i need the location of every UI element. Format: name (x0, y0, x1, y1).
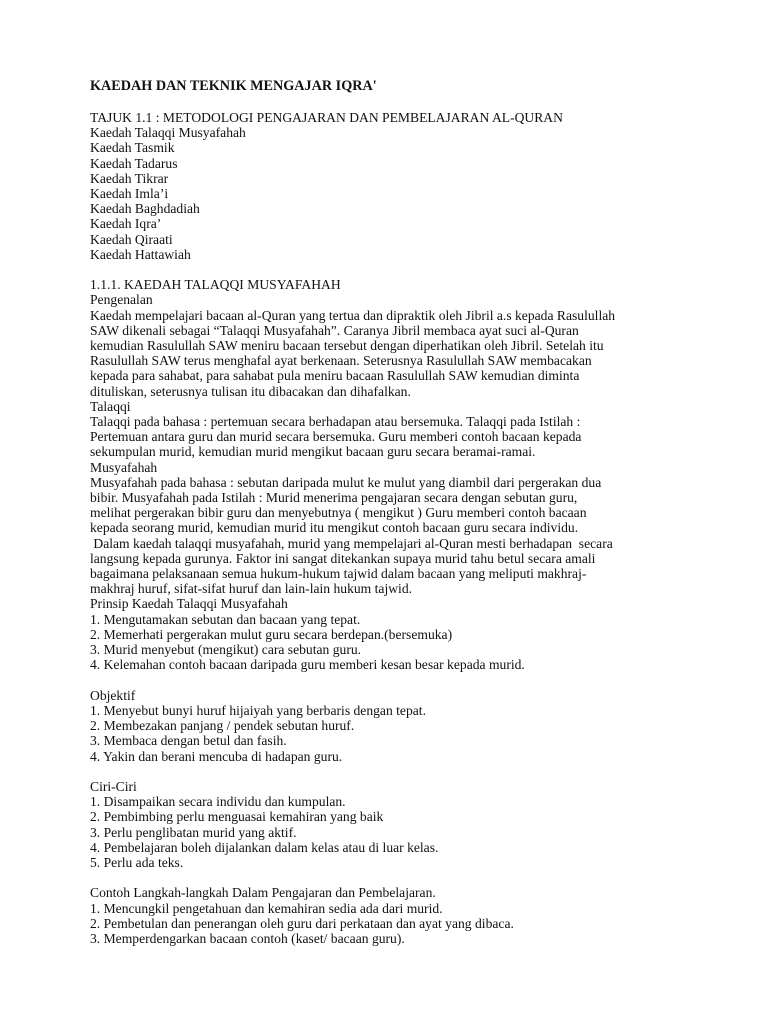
ciri-ciri-item: 2. Pembimbing perlu menguasai kemahiran yang baik (90, 809, 384, 825)
ciri-ciri-item: 5. Perlu ada teks. (90, 854, 184, 870)
objektif-item: 2. Membezakan panjang / pendek sebutan huruf. (90, 718, 355, 734)
kaedah-item: Kaedah Qiraati (90, 231, 173, 247)
musyafahah-line: makhraj huruf, sifat-sifat huruf dan lain-lain hukum tajwid. (90, 581, 413, 597)
kaedah-item: Kaedah Tadarus (90, 155, 178, 171)
spacer (90, 262, 710, 277)
talaqqi-line: Pertemuan antara guru dan murid secara bersemuka. Guru memberi contoh bacaan kepada (90, 429, 582, 445)
contoh-item: 1. Mencungkil pengetahuan dan kemahiran sedia ada dari murid. (90, 900, 443, 916)
objektif-item: 4. Yakin dan berani mencuba di hadapan guru. (90, 748, 343, 764)
contoh-heading: Contoh Langkah-langkah Dalam Pengajaran dan Pembelajaran. (90, 885, 436, 901)
objektif-item: 1. Menyebut bunyi huruf hijaiyah yang berbaris dengan tepat. (90, 702, 426, 718)
pengenalan-line: dituliskan, seterusnya tulisan itu dibacakan dan dihafalkan. (90, 383, 411, 399)
musyafahah-line: Dalam kaedah talaqqi musyafahah, murid yang mempelajari al-Quran mesti berhadapan secara (90, 535, 613, 551)
musyafahah-line: kepada seorang murid, kemudian murid itu mengikut contoh bacaan guru secara individu. (90, 520, 579, 536)
ciri-ciri-item: 1. Disampaikan secara individu dan kumpulan. (90, 794, 346, 810)
section-heading: 1.1.1. KAEDAH TALAQQI MUSYAFAHAH (90, 277, 341, 293)
pengenalan-line: Rasulullah SAW terus menghafal ayat berkenaan. Seterusnya Rasulullah SAW membacakan (90, 353, 592, 369)
spacer (90, 764, 710, 779)
contoh-item: 3. Memperdengarkan bacaan contoh (kaset/ bacaan guru). (90, 930, 405, 946)
pengenalan-line: SAW dikenali sebagai “Talaqqi Musyafahah”. Caranya Jibril membaca ayat suci al-Quran (90, 322, 579, 338)
talaqqi-line: Talaqqi pada bahasa : pertemuan secara berhadapan atau bersemuka. Talaqqi pada Istilah : (90, 414, 581, 430)
talaqqi-heading: Talaqqi (90, 398, 131, 414)
musyafahah-line: langsung kepada gurunya. Faktor ini sangat ditekankan supaya murid tahu betul secara amali (90, 550, 596, 566)
prinsip-item: 2. Memerhati pergerakan mulut guru secara berdepan.(bersemuka) (90, 626, 453, 642)
talaqqi-line: sekumpulan murid, kemudian murid mengikut bacaan guru secara beramai-ramai. (90, 444, 536, 460)
musyafahah-line: Musyafahah pada bahasa : sebutan daripada mulut ke mulut yang diambil dari pergerakan dua (90, 474, 602, 490)
kaedah-item: Kaedah Imla’i (90, 186, 169, 202)
musyafahah-line: bagaimana pelaksanaan semua hukum-hukum tajwid dalam bacaan yang meliputi makhraj- (90, 566, 587, 582)
objektif-heading: Objektif (90, 687, 136, 703)
prinsip-item: 4. Kelemahan contoh bacaan daripada guru memberi kesan besar kepada murid. (90, 657, 525, 673)
tajuk-heading: TAJUK 1.1 : METODOLOGI PENGAJARAN DAN PEMBELAJARAN AL-QURAN (90, 110, 563, 125)
document-title: KAEDAH DAN TEKNIK MENGAJAR IQRA' (90, 78, 377, 94)
spacer (90, 870, 710, 885)
pengenalan-line: Kaedah mempelajari bacaan al-Quran yang tertua dan dipraktik oleh Jibril a.s kepada Rasulullah (90, 307, 616, 323)
objektif-item: 3. Membaca dengan betul dan fasih. (90, 733, 287, 749)
kaedah-item: Kaedah Talaqqi Musyafahah (90, 125, 246, 141)
contoh-item: 2. Pembetulan dan penerangan oleh guru dari perkataan dan ayat yang dibaca. (90, 915, 514, 931)
ciri-ciri-item: 4. Pembelajaran boleh dijalankan dalam kelas atau di luar kelas. (90, 839, 439, 855)
musyafahah-line: bibir. Musyafahah pada Istilah : Murid menerima pengajaran secara dengan sebutan guru, (90, 490, 578, 506)
ciri-ciri-heading: Ciri-Ciri (90, 778, 137, 794)
prinsip-heading: Prinsip Kaedah Talaqqi Musyafahah (90, 596, 288, 612)
pengenalan-heading: Pengenalan (90, 292, 153, 308)
pengenalan-line: kemudian Rasulullah SAW meniru bacaan tersebut dengan diperhatikan oleh Jibril. Setelah itu (90, 338, 604, 354)
pengenalan-line: kepada para sahabat, para sahabat pula meniru bacaan Rasulullah SAW kemudian diminta (90, 368, 580, 384)
spacer (90, 673, 710, 688)
kaedah-item: Kaedah Tikrar (90, 170, 169, 186)
prinsip-item: 1. Mengutamakan sebutan dan bacaan yang tepat. (90, 611, 361, 627)
document-page (90, 78, 710, 946)
kaedah-item: Kaedah Iqra’ (90, 216, 162, 232)
kaedah-item: Kaedah Baghdadiah (90, 201, 200, 217)
kaedah-item: Kaedah Tasmik (90, 140, 175, 156)
musyafahah-heading: Musyafahah (90, 459, 158, 475)
kaedah-item: Kaedah Hattawiah (90, 246, 191, 262)
musyafahah-line: melihat pergerakan bibir guru dan menyebutnya ( mengikut ) Guru memberi contoh bacaan (90, 505, 587, 521)
ciri-ciri-item: 3. Perlu penglibatan murid yang aktif. (90, 824, 297, 840)
prinsip-item: 3. Murid menyebut (mengikut) cara sebutan guru. (90, 642, 362, 658)
